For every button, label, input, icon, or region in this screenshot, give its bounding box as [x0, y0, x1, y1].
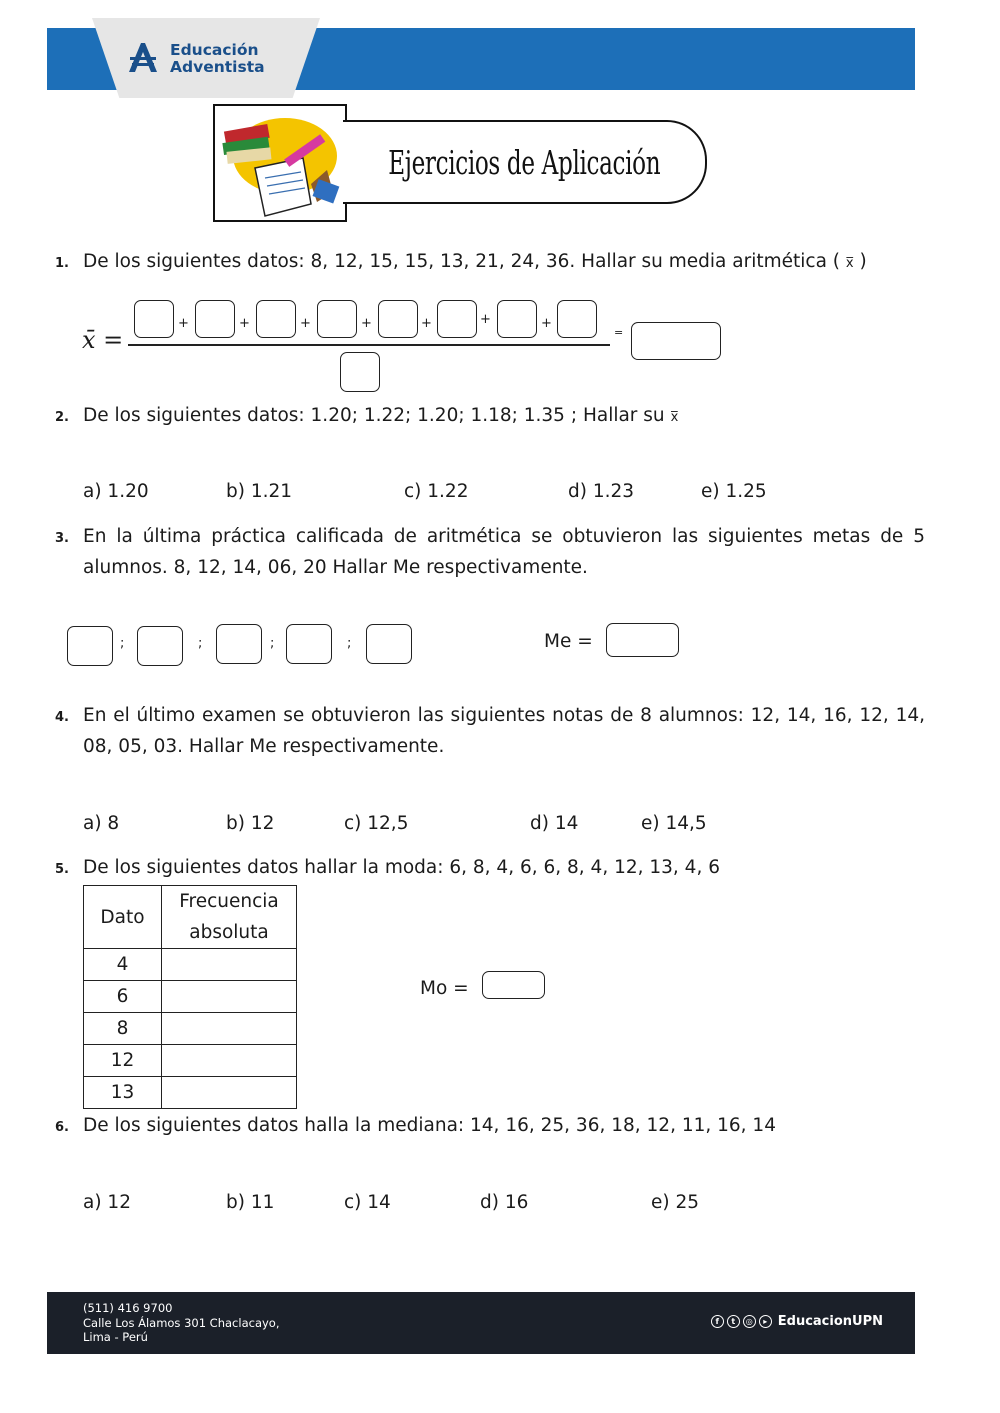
logo-line2: Adventista: [170, 58, 265, 76]
plus-sign: +: [239, 316, 250, 331]
footer-address-2: Lima - Perú: [83, 1330, 148, 1344]
logo-text: [170, 42, 265, 76]
adventist-logo-icon: [126, 40, 160, 74]
numerator-blank-2[interactable]: [195, 300, 235, 338]
question-4-line1: En el último examen se obtuvieron las siguientes notas de 8 alumnos: 12, 14, 16, 12, 14,: [83, 705, 925, 726]
result-blank[interactable]: [631, 322, 721, 360]
frequency-input-cell[interactable]: [162, 981, 297, 1013]
option-c[interactable]: c) 14: [344, 1192, 391, 1213]
question-6-text: De los siguientes datos halla la mediana: 14, 16, 25, 36, 18, 12, 11, 16, 14: [83, 1115, 776, 1136]
frequency-table: [83, 885, 297, 1109]
sorted-blank-2[interactable]: [137, 626, 183, 666]
books-pencil-clipart-icon: [215, 106, 345, 220]
question-1: [0, 246, 1000, 278]
clipart-image: [213, 104, 347, 222]
dato-cell: 6: [84, 981, 162, 1013]
option-a[interactable]: a) 8: [83, 813, 120, 834]
table-row: [84, 981, 297, 1013]
numerator-blank-7[interactable]: [497, 300, 537, 338]
numerator-blank-8[interactable]: [557, 300, 597, 338]
numerator-blank-6[interactable]: [437, 300, 477, 338]
sorted-blank-4[interactable]: [286, 624, 332, 664]
option-e[interactable]: e) 25: [651, 1192, 700, 1213]
question-number: 4.: [55, 710, 69, 725]
dato-cell: 13: [84, 1077, 162, 1109]
plus-sign: +: [300, 316, 311, 331]
option-e[interactable]: e) 1.25: [701, 481, 767, 502]
mode-label: Mo =: [420, 978, 469, 999]
twitter-icon[interactable]: t: [727, 1315, 740, 1328]
median-label: Me =: [544, 631, 593, 652]
separator: ;: [198, 636, 203, 651]
header-dato: Dato: [84, 886, 162, 949]
dato-cell: 12: [84, 1045, 162, 1077]
sorted-blank-1[interactable]: [67, 626, 113, 666]
numerator-blank-1[interactable]: [134, 300, 174, 338]
sorted-blank-3[interactable]: [216, 624, 262, 664]
dato-cell: 4: [84, 949, 162, 981]
question-3-line1: En la última práctica calificada de aritmética se obtuvieron las siguientes metas de 5: [83, 526, 925, 547]
plus-sign: +: [421, 316, 432, 331]
separator: ;: [270, 636, 275, 651]
question-2: [0, 400, 1000, 432]
mean-symbol: x̅: [845, 256, 854, 271]
close-paren: ): [859, 251, 867, 272]
question-text: [83, 400, 678, 433]
equals-sign: =: [614, 326, 624, 339]
option-b[interactable]: b) 12: [226, 813, 275, 834]
sorted-blank-5[interactable]: [366, 624, 412, 664]
footer-address-1: Calle Los Álamos 301 Chaclacayo,: [83, 1315, 280, 1330]
option-b[interactable]: b) 11: [226, 1192, 275, 1213]
table-row: [84, 1045, 297, 1077]
youtube-icon[interactable]: ▸: [759, 1315, 772, 1328]
plus-sign: +: [178, 316, 189, 331]
denominator-blank[interactable]: [340, 352, 380, 392]
question-number: 3.: [55, 531, 69, 546]
frequency-input-cell[interactable]: [162, 1045, 297, 1077]
option-a[interactable]: a) 12: [83, 1192, 131, 1213]
numerator-blank-4[interactable]: [317, 300, 357, 338]
table-header-row: [84, 886, 297, 949]
option-d[interactable]: d) 1.23: [568, 481, 635, 502]
option-b[interactable]: b) 1.21: [226, 481, 293, 502]
median-answer-blank[interactable]: [606, 623, 679, 657]
page-title: Ejercicios de Aplicación: [388, 142, 660, 182]
fraction-bar: [128, 344, 610, 346]
facebook-icon[interactable]: f: [711, 1315, 724, 1328]
option-e[interactable]: e) 14,5: [641, 813, 707, 834]
question-text: [83, 700, 925, 762]
mean-formula-lhs: x̄ =: [82, 326, 124, 354]
footer-social: [711, 1314, 883, 1329]
frequency-input-cell[interactable]: [162, 949, 297, 981]
social-handle[interactable]: EducacionUPN: [777, 1314, 883, 1329]
table-row: [84, 1077, 297, 1109]
table-row: [84, 1013, 297, 1045]
question-text: [83, 246, 867, 279]
plus-sign: +: [541, 316, 552, 331]
question-number: 5.: [55, 862, 69, 877]
header-frecuencia-line2: absoluta: [189, 922, 269, 943]
question-number: 1.: [55, 256, 69, 271]
question-text: [83, 521, 925, 583]
frequency-input-cell[interactable]: [162, 1013, 297, 1045]
plus-sign: +: [361, 316, 372, 331]
option-c[interactable]: c) 1.22: [404, 481, 469, 502]
dato-cell: 8: [84, 1013, 162, 1045]
footer-bar: [47, 1292, 915, 1354]
separator: ;: [347, 636, 352, 651]
question-1-text: De los siguientes datos: 8, 12, 15, 15, 13, 21, 24, 36. Hallar su media aritmética (: [83, 251, 841, 272]
numerator-blank-5[interactable]: [378, 300, 418, 338]
separator: ;: [120, 636, 125, 651]
instagram-icon[interactable]: ◎: [743, 1315, 756, 1328]
header-frecuencia-line1: Frecuencia: [179, 891, 279, 912]
option-a[interactable]: a) 1.20: [83, 481, 149, 502]
numerator-blank-3[interactable]: [256, 300, 296, 338]
question-5-text: De los siguientes datos hallar la moda: 6, 8, 4, 6, 6, 8, 4, 12, 13, 4, 6: [83, 857, 720, 878]
mean-symbol: x̅: [670, 410, 679, 425]
question-number: 2.: [55, 410, 69, 425]
option-c[interactable]: c) 12,5: [344, 813, 409, 834]
option-d[interactable]: d) 14: [530, 813, 579, 834]
question-4-line2: 08, 05, 03. Hallar Me respectivamente.: [83, 736, 445, 757]
option-d[interactable]: d) 16: [480, 1192, 529, 1213]
question-2-text: De los siguientes datos: 1.20; 1.22; 1.20; 1.18; 1.35 ; Hallar su: [83, 405, 665, 426]
question-number: 6.: [55, 1120, 69, 1135]
mode-answer-blank[interactable]: [482, 971, 545, 999]
header-frecuencia: [162, 886, 297, 949]
plus-sign: +: [480, 312, 491, 327]
question-3-line2: alumnos. 8, 12, 14, 06, 20 Hallar Me respectivamente.: [83, 557, 588, 578]
frequency-input-cell[interactable]: [162, 1077, 297, 1109]
logo-line1: Educación: [170, 41, 259, 59]
table-row: [84, 949, 297, 981]
footer-contact: [83, 1301, 279, 1345]
title-banner: [343, 120, 707, 204]
footer-phone: (511) 416 9700: [83, 1301, 173, 1315]
